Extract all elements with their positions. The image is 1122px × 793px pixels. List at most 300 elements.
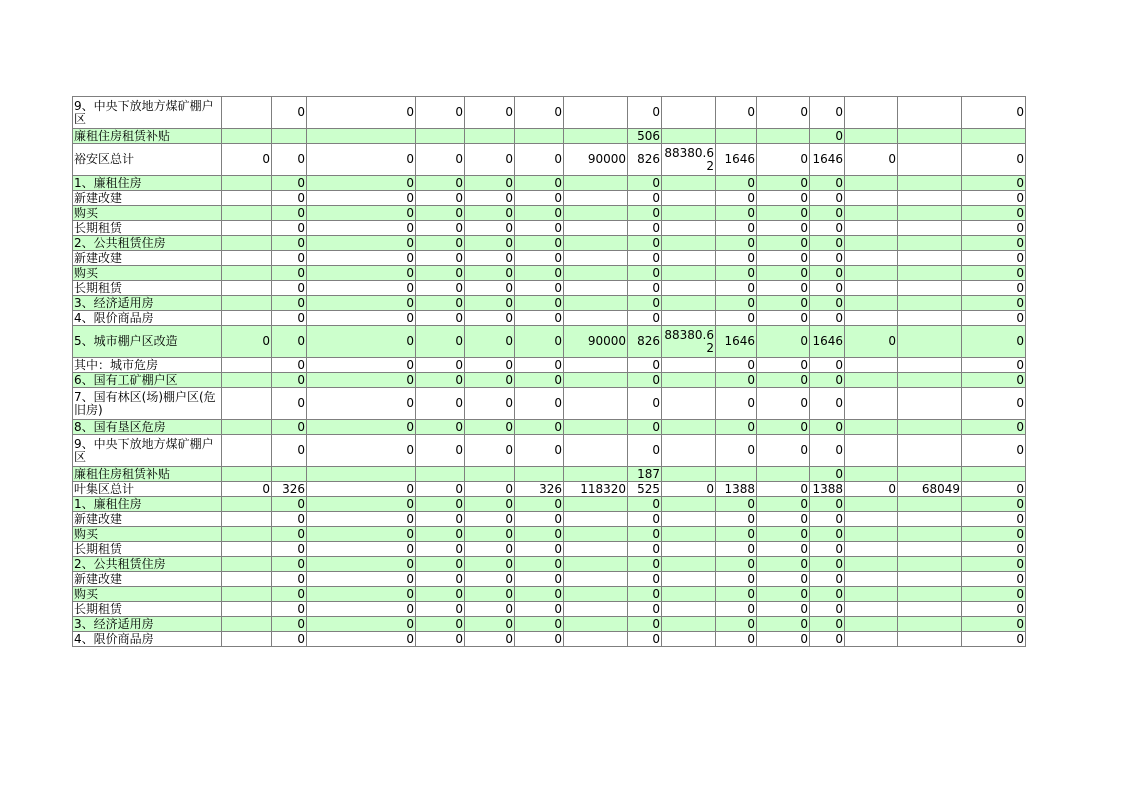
table-cell: 0	[757, 221, 810, 236]
table-cell: 0	[465, 482, 515, 497]
table-cell	[962, 129, 1026, 144]
table-cell: 0	[628, 191, 662, 206]
table-cell: 0	[628, 435, 662, 467]
table-cell: 0	[628, 266, 662, 281]
table-cell: 0	[416, 602, 465, 617]
table-cell: 0	[272, 572, 307, 587]
table-cell	[222, 236, 272, 251]
table-cell	[898, 176, 962, 191]
table-cell	[662, 311, 716, 326]
table-row	[73, 221, 1026, 236]
row-label: 1、廉租住房	[73, 497, 222, 512]
table-cell: 0	[810, 557, 845, 572]
table-cell: 0	[416, 587, 465, 602]
table-cell: 0	[757, 542, 810, 557]
table-cell: 0	[307, 311, 416, 326]
table-cell: 0	[716, 191, 757, 206]
table-cell	[845, 281, 898, 296]
table-cell	[845, 221, 898, 236]
table-cell	[564, 97, 628, 129]
table-cell	[222, 296, 272, 311]
table-cell	[898, 435, 962, 467]
table-cell	[564, 542, 628, 557]
row-label: 5、城市棚户区改造	[73, 326, 222, 358]
table-cell: 0	[810, 221, 845, 236]
table-cell: 0	[810, 311, 845, 326]
table-cell: 0	[307, 266, 416, 281]
row-label: 购买	[73, 206, 222, 221]
table-cell: 0	[515, 497, 564, 512]
table-cell: 0	[628, 296, 662, 311]
row-label: 长期租赁	[73, 542, 222, 557]
table-cell: 0	[962, 632, 1026, 647]
table-cell	[662, 467, 716, 482]
table-cell	[564, 191, 628, 206]
table-cell: 0	[716, 251, 757, 266]
table-cell	[898, 129, 962, 144]
table-cell: 0	[272, 358, 307, 373]
table-cell: 0	[962, 557, 1026, 572]
table-cell: 0	[716, 572, 757, 587]
table-cell	[515, 129, 564, 144]
table-cell: 0	[465, 512, 515, 527]
table-cell: 0	[465, 373, 515, 388]
table-cell: 1646	[716, 326, 757, 358]
table-cell: 0	[662, 482, 716, 497]
table-cell	[222, 512, 272, 527]
table-row	[73, 435, 1026, 467]
table-cell: 0	[272, 97, 307, 129]
table-cell	[898, 373, 962, 388]
table-cell: 0	[962, 144, 1026, 176]
table-cell: 0	[307, 296, 416, 311]
table-cell: 0	[757, 236, 810, 251]
table-cell	[465, 129, 515, 144]
table-cell	[222, 388, 272, 420]
row-label: 9、中央下放地方煤矿棚户区	[73, 435, 222, 467]
table-cell	[898, 144, 962, 176]
table-cell: 326	[272, 482, 307, 497]
table-cell: 0	[272, 497, 307, 512]
table-cell: 0	[810, 587, 845, 602]
table-cell: 0	[515, 206, 564, 221]
table-cell: 0	[515, 602, 564, 617]
row-label: 4、限价商品房	[73, 632, 222, 647]
table-cell: 0	[810, 206, 845, 221]
table-cell	[222, 97, 272, 129]
table-row	[73, 206, 1026, 221]
table-cell: 0	[515, 420, 564, 435]
table-cell	[898, 587, 962, 602]
table-cell	[845, 467, 898, 482]
table-cell	[845, 296, 898, 311]
table-cell: 0	[465, 326, 515, 358]
table-cell: 0	[515, 97, 564, 129]
table-cell	[222, 281, 272, 296]
row-label: 购买	[73, 587, 222, 602]
row-label: 新建改建	[73, 572, 222, 587]
table-cell	[845, 557, 898, 572]
table-cell: 0	[222, 482, 272, 497]
table-cell	[898, 97, 962, 129]
table-cell	[662, 296, 716, 311]
table-cell: 90000	[564, 144, 628, 176]
table-cell: 0	[962, 97, 1026, 129]
table-row	[73, 236, 1026, 251]
table-cell: 0	[465, 311, 515, 326]
table-cell: 0	[416, 236, 465, 251]
table-cell	[662, 176, 716, 191]
table-row	[73, 326, 1026, 358]
table-cell: 0	[515, 144, 564, 176]
table-cell	[845, 572, 898, 587]
table-cell: 0	[416, 572, 465, 587]
table-cell: 0	[628, 557, 662, 572]
table-cell: 0	[465, 266, 515, 281]
table-cell: 826	[628, 144, 662, 176]
table-row	[73, 296, 1026, 311]
table-cell: 0	[465, 572, 515, 587]
table-cell: 0	[465, 420, 515, 435]
table-cell	[564, 251, 628, 266]
table-cell	[662, 266, 716, 281]
table-cell	[662, 373, 716, 388]
table-cell: 0	[515, 358, 564, 373]
table-cell	[662, 572, 716, 587]
table-cell	[898, 420, 962, 435]
table-cell: 0	[272, 617, 307, 632]
table-cell: 0	[307, 144, 416, 176]
table-row	[73, 542, 1026, 557]
table-cell: 0	[307, 617, 416, 632]
table-cell: 0	[757, 373, 810, 388]
table-cell: 0	[222, 326, 272, 358]
table-cell: 0	[628, 358, 662, 373]
table-cell	[845, 527, 898, 542]
table-cell: 0	[416, 221, 465, 236]
table-cell: 0	[416, 191, 465, 206]
table-row	[73, 191, 1026, 206]
table-cell: 0	[465, 602, 515, 617]
table-cell: 0	[416, 144, 465, 176]
table-cell	[564, 527, 628, 542]
table-cell	[564, 617, 628, 632]
table-cell: 0	[810, 296, 845, 311]
table-cell: 0	[628, 602, 662, 617]
table-cell: 0	[416, 373, 465, 388]
table-cell: 0	[515, 266, 564, 281]
table-cell	[898, 512, 962, 527]
table-cell: 0	[515, 572, 564, 587]
table-cell: 0	[465, 97, 515, 129]
table-cell: 0	[716, 388, 757, 420]
table-cell: 326	[515, 482, 564, 497]
table-cell: 0	[272, 221, 307, 236]
table-cell: 0	[307, 602, 416, 617]
table-cell	[845, 129, 898, 144]
table-cell: 0	[272, 557, 307, 572]
table-cell	[564, 420, 628, 435]
table-cell: 0	[757, 420, 810, 435]
table-cell	[716, 129, 757, 144]
table-cell: 0	[716, 266, 757, 281]
table-cell	[564, 281, 628, 296]
table-row	[73, 497, 1026, 512]
table-cell: 0	[307, 542, 416, 557]
table-cell: 0	[515, 388, 564, 420]
row-label: 购买	[73, 527, 222, 542]
table-cell	[662, 617, 716, 632]
table-cell: 0	[272, 266, 307, 281]
table-cell: 0	[416, 497, 465, 512]
row-label: 2、公共租赁住房	[73, 236, 222, 251]
table-cell: 0	[716, 281, 757, 296]
table-cell: 0	[628, 420, 662, 435]
table-cell: 0	[757, 482, 810, 497]
table-cell: 118320	[564, 482, 628, 497]
table-cell: 0	[757, 602, 810, 617]
table-row	[73, 467, 1026, 482]
table-cell	[962, 467, 1026, 482]
table-cell	[662, 542, 716, 557]
table-cell: 0	[757, 512, 810, 527]
table-cell: 0	[307, 206, 416, 221]
table-cell: 0	[962, 176, 1026, 191]
table-cell: 0	[716, 557, 757, 572]
table-cell: 0	[272, 542, 307, 557]
table-cell	[662, 512, 716, 527]
table-cell: 0	[716, 497, 757, 512]
table-cell	[222, 602, 272, 617]
table-cell	[307, 129, 416, 144]
table-cell: 0	[307, 236, 416, 251]
table-row	[73, 587, 1026, 602]
table-cell: 0	[810, 512, 845, 527]
table-cell: 0	[307, 281, 416, 296]
table-cell: 0	[962, 602, 1026, 617]
table-cell: 0	[272, 251, 307, 266]
table-cell: 0	[810, 191, 845, 206]
table-cell: 0	[465, 221, 515, 236]
table-cell	[564, 236, 628, 251]
table-cell: 0	[272, 176, 307, 191]
table-cell: 1646	[716, 144, 757, 176]
table-cell: 0	[962, 251, 1026, 266]
table-row	[73, 512, 1026, 527]
table-cell: 0	[628, 281, 662, 296]
table-cell: 0	[465, 281, 515, 296]
table-cell: 0	[962, 358, 1026, 373]
table-cell: 0	[628, 632, 662, 647]
table-cell	[662, 251, 716, 266]
table-cell	[898, 311, 962, 326]
table-cell: 0	[757, 435, 810, 467]
row-label: 长期租赁	[73, 221, 222, 236]
table-cell: 0	[716, 221, 757, 236]
table-cell: 0	[307, 358, 416, 373]
table-cell	[564, 572, 628, 587]
table-row	[73, 97, 1026, 129]
table-cell: 0	[628, 206, 662, 221]
table-cell: 0	[757, 97, 810, 129]
table-cell: 0	[465, 358, 515, 373]
table-cell: 0	[810, 602, 845, 617]
table-cell: 0	[307, 420, 416, 435]
table-cell: 0	[416, 296, 465, 311]
table-cell: 0	[716, 435, 757, 467]
table-cell	[662, 632, 716, 647]
table-cell: 0	[465, 176, 515, 191]
row-label: 新建改建	[73, 512, 222, 527]
table-cell: 0	[810, 617, 845, 632]
table-row	[73, 617, 1026, 632]
table-cell: 1646	[810, 144, 845, 176]
table-cell: 0	[962, 420, 1026, 435]
table-row	[73, 373, 1026, 388]
table-cell: 0	[465, 497, 515, 512]
row-label: 其中：城市危房	[73, 358, 222, 373]
table-cell	[564, 388, 628, 420]
table-cell	[898, 236, 962, 251]
table-cell: 0	[810, 632, 845, 647]
table-cell: 0	[810, 358, 845, 373]
table-cell: 0	[810, 97, 845, 129]
table-cell: 0	[628, 373, 662, 388]
table-cell: 0	[810, 435, 845, 467]
table-cell	[898, 206, 962, 221]
table-cell: 0	[962, 206, 1026, 221]
table-cell	[845, 266, 898, 281]
table-cell: 0	[962, 296, 1026, 311]
table-cell: 0	[962, 221, 1026, 236]
table-cell	[898, 251, 962, 266]
table-cell: 0	[272, 632, 307, 647]
table-cell	[222, 206, 272, 221]
table-cell	[845, 617, 898, 632]
table-cell	[898, 266, 962, 281]
table-cell	[757, 129, 810, 144]
table-cell	[222, 129, 272, 144]
table-cell: 0	[810, 129, 845, 144]
table-cell: 0	[272, 527, 307, 542]
table-cell: 0	[515, 512, 564, 527]
table-cell: 0	[810, 176, 845, 191]
table-cell	[564, 311, 628, 326]
table-cell	[222, 311, 272, 326]
table-cell: 0	[716, 512, 757, 527]
table-cell	[662, 97, 716, 129]
table-cell	[222, 587, 272, 602]
table-cell: 0	[272, 296, 307, 311]
table-cell	[662, 602, 716, 617]
table-cell: 0	[307, 326, 416, 358]
table-cell: 0	[272, 206, 307, 221]
table-cell: 0	[465, 236, 515, 251]
table-cell: 88380.62	[662, 144, 716, 176]
table-cell: 0	[515, 632, 564, 647]
table-cell: 0	[515, 176, 564, 191]
table-cell: 88380.62	[662, 326, 716, 358]
table-cell	[465, 467, 515, 482]
table-cell: 0	[716, 602, 757, 617]
table-cell: 0	[465, 617, 515, 632]
table-cell: 0	[716, 311, 757, 326]
row-label: 长期租赁	[73, 602, 222, 617]
table-cell: 0	[416, 97, 465, 129]
table-cell: 0	[757, 388, 810, 420]
table-cell: 0	[962, 435, 1026, 467]
table-cell: 0	[515, 617, 564, 632]
table-cell: 0	[716, 420, 757, 435]
table-cell	[564, 358, 628, 373]
row-label: 叶集区总计	[73, 482, 222, 497]
table-cell: 0	[307, 388, 416, 420]
table-cell: 0	[810, 373, 845, 388]
table-cell: 0	[272, 512, 307, 527]
table-cell	[845, 191, 898, 206]
table-cell	[222, 572, 272, 587]
row-label: 廉租住房租赁补贴	[73, 129, 222, 144]
row-label: 6、国有工矿棚户区	[73, 373, 222, 388]
table-cell	[222, 542, 272, 557]
table-row	[73, 176, 1026, 191]
table-cell	[845, 542, 898, 557]
table-cell: 0	[962, 617, 1026, 632]
table-cell: 0	[757, 176, 810, 191]
table-cell	[845, 497, 898, 512]
housing-data-table	[72, 96, 1026, 647]
table-cell: 0	[465, 388, 515, 420]
table-row	[73, 557, 1026, 572]
table-cell	[564, 467, 628, 482]
table-cell	[662, 587, 716, 602]
table-cell: 0	[962, 482, 1026, 497]
table-cell: 0	[962, 388, 1026, 420]
table-cell	[564, 221, 628, 236]
table-cell	[898, 281, 962, 296]
table-cell	[898, 326, 962, 358]
table-cell: 0	[272, 281, 307, 296]
table-cell: 0	[416, 311, 465, 326]
table-cell: 0	[307, 251, 416, 266]
table-cell	[307, 467, 416, 482]
table-cell: 0	[272, 420, 307, 435]
table-cell	[898, 557, 962, 572]
table-cell	[222, 632, 272, 647]
table-cell: 0	[845, 144, 898, 176]
table-cell: 525	[628, 482, 662, 497]
table-cell: 0	[716, 97, 757, 129]
table-cell	[564, 373, 628, 388]
table-cell: 0	[272, 311, 307, 326]
table-row	[73, 420, 1026, 435]
table-cell: 0	[515, 542, 564, 557]
table-cell: 0	[465, 587, 515, 602]
table-cell: 0	[757, 632, 810, 647]
table-cell: 0	[757, 144, 810, 176]
table-cell: 0	[628, 527, 662, 542]
table-cell: 0	[307, 572, 416, 587]
table-cell: 0	[757, 281, 810, 296]
table-row	[73, 266, 1026, 281]
table-cell	[564, 266, 628, 281]
table-cell: 0	[962, 373, 1026, 388]
table-cell	[898, 388, 962, 420]
table-cell	[564, 176, 628, 191]
table-cell	[845, 176, 898, 191]
table-cell: 0	[416, 542, 465, 557]
table-cell	[898, 221, 962, 236]
